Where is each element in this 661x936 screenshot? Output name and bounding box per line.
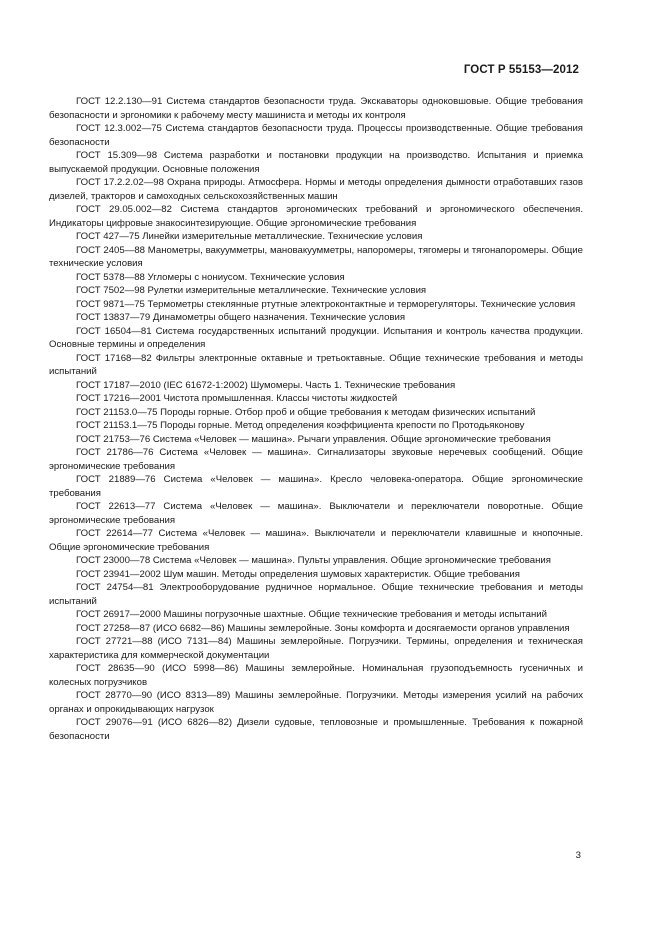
reference-entry: ГОСТ 24754—81 Электрооборудование рудничное нормальное. Общие технические требования и методы испытаний bbox=[49, 582, 583, 607]
normative-references-list bbox=[49, 95, 583, 743]
reference-entry: ГОСТ 17168—82 Фильтры электронные октавные и третьоктавные. Общие технические требования и методы испытаний bbox=[49, 352, 583, 377]
page-number: 3 bbox=[575, 850, 581, 861]
reference-entry: ГОСТ 21153.1—75 Породы горные. Метод определения коэффициента крепости по Протодьяконову bbox=[76, 420, 525, 431]
reference-entry: ГОСТ 28635—90 (ИСО 5998—86) Машины землеройные. Номинальная грузоподъемность гусеничных и колесных погрузчиков bbox=[49, 663, 583, 688]
reference-entry: ГОСТ 13837—79 Динамометры общего назначения. Технические условия bbox=[76, 312, 406, 323]
reference-entry: ГОСТ 27721—88 (ИСО 7131—84) Машины землеройные. Погрузчики. Термины, определения и техническая характеристика для коммерческой документации bbox=[49, 636, 583, 661]
reference-entry: ГОСТ 15.309—98 Система разработки и постановки продукции на производство. Испытания и приемка выпускаемой продукции. Основные положения bbox=[49, 150, 583, 175]
reference-entry: ГОСТ 7502—98 Рулетки измерительные металлические. Технические условия bbox=[76, 285, 427, 296]
reference-entry: ГОСТ 23000—78 Система «Человек — машина». Пульты управления. Общие эргономические требования bbox=[76, 555, 551, 566]
reference-entry: ГОСТ 21153.0—75 Породы горные. Отбор проб и общие требования к методам физических испытаний bbox=[76, 406, 536, 418]
reference-entry: ГОСТ 29.05.002—82 Система стандартов эргономических требований и эргономического обеспечения. Индикаторы цифровые знакосинтезирующие. Общие эргономические требования bbox=[49, 204, 583, 229]
reference-entry: ГОСТ 17216—2001 Чистота промышленная. Классы чистоты жидкостей bbox=[76, 393, 398, 404]
reference-entry: ГОСТ 28770—90 (ИСО 8313—89) Машины землеройные. Погрузчики. Методы измерения усилий на рабочих органах и опрокидывающих нагрузок bbox=[49, 690, 583, 715]
reference-entry: ГОСТ 22614—77 Система «Человек — машина». Выключатели и переключатели клавишные и кнопочные. Общие эргономические требования bbox=[49, 528, 583, 553]
reference-entry: ГОСТ 9871—75 Термометры стеклянные ртутные электроконтактные и терморегуляторы. Технические условия bbox=[76, 298, 576, 310]
reference-entry: ГОСТ 5378—88 Угломеры с нониусом. Технические условия bbox=[76, 271, 345, 283]
reference-entry: ГОСТ 17.2.2.02—98 Охрана природы. Атмосфера. Нормы и методы определения дымности отработавших газов дизелей, тракторов и самоходных сельскохозяйственных машин bbox=[49, 177, 583, 202]
reference-entry: ГОСТ 26917—2000 Машины погрузочные шахтные. Общие технические требования и методы испытаний bbox=[76, 609, 548, 620]
reference-entry: ГОСТ 21786—76 Система «Человек — машина». Сигнализаторы звуковые неречевых сообщений. Общие эргономические требования bbox=[49, 447, 583, 472]
document-header: ГОСТ Р 55153—2012 bbox=[463, 64, 579, 76]
reference-entry: ГОСТ 17187—2010 (IEC 61672-1:2002) Шумомеры. Часть 1. Технические требования bbox=[76, 379, 456, 391]
reference-entry: ГОСТ 12.3.002—75 Система стандартов безопасности труда. Процессы производственные. Общие требования безопасности bbox=[49, 123, 583, 148]
reference-entry: ГОСТ 2405—88 Манометры, вакуумметры, мановакуумметры, напоромеры, тягомеры и тягонапоромеры. Общие технические условия bbox=[49, 244, 583, 269]
reference-entry: ГОСТ 23941—2002 Шум машин. Методы определения шумовых характеристик. Общие требования bbox=[76, 568, 520, 580]
reference-entry: ГОСТ 427—75 Линейки измерительные металлические. Технические условия bbox=[76, 231, 423, 242]
reference-entry: ГОСТ 16504—81 Система государственных испытаний продукции. Испытания и контроль качества продукции. Основные термины и определения bbox=[49, 325, 583, 350]
reference-entry: ГОСТ 27258—87 (ИСО 6682—86) Машины землеройные. Зоны комфорта и досягаемости органов управления bbox=[76, 622, 570, 634]
reference-entry: ГОСТ 29076—91 (ИСО 6826—82) Дизели судовые, тепловозные и промышленные. Требования к пожарной безопасности bbox=[49, 717, 583, 742]
reference-entry: ГОСТ 22613—77 Система «Человек — машина». Выключатели и переключатели поворотные. Общие эргономические требования bbox=[49, 501, 583, 526]
reference-entry: ГОСТ 21889—76 Система «Человек — машина». Кресло человека-оператора. Общие эргономические требования bbox=[49, 474, 583, 499]
reference-entry: ГОСТ 21753—76 Система «Человек — машина». Рычаги управления. Общие эргономические требования bbox=[76, 433, 551, 445]
reference-entry: ГОСТ 12.2.130—91 Система стандартов безопасности труда. Экскаваторы одноковшовые. Общие требования безопасности и эргономики к рабочему месту машиниста и методы их контроля bbox=[49, 96, 583, 121]
